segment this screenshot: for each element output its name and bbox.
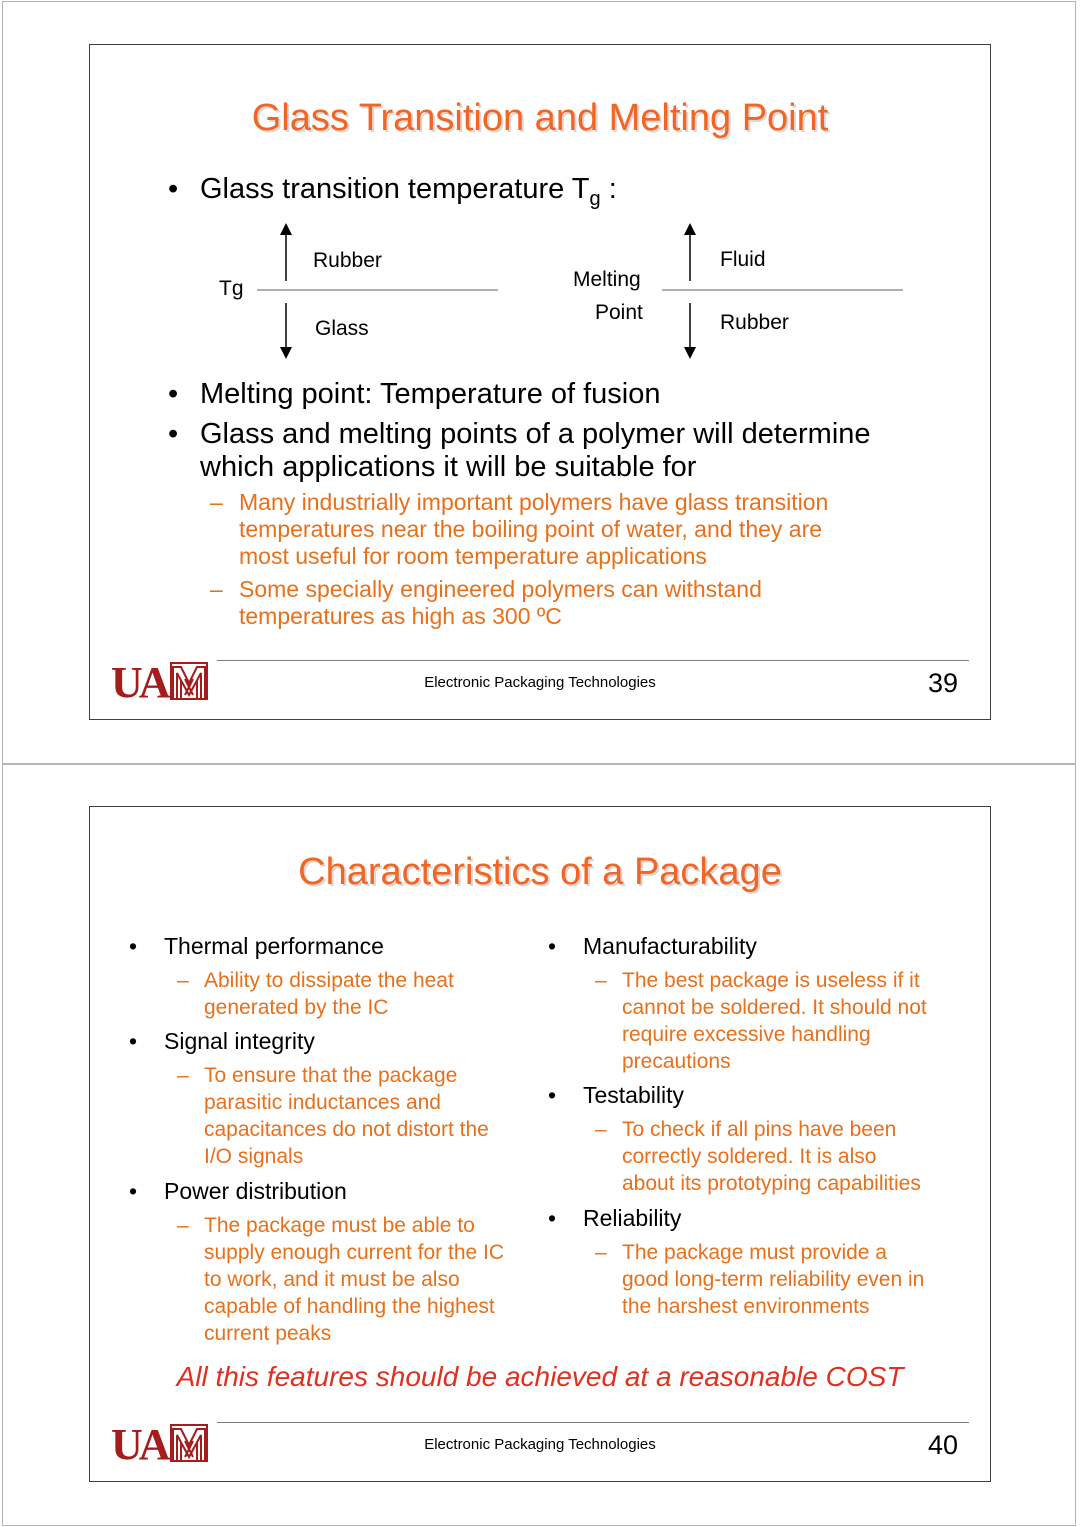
footer-rule: [217, 660, 969, 661]
svg-text:UA: UA: [111, 1421, 167, 1465]
bullet-text: Melting point: Temperature of fusion: [200, 378, 661, 410]
bullet-text-tail: :: [600, 173, 617, 205]
page-number: 39: [927, 668, 958, 698]
fluid-label: Fluid: [720, 248, 766, 271]
bullet-text-line1: Glass and melting points of a polymer will determine: [200, 418, 871, 450]
footer-rule: [217, 1422, 969, 1423]
rubber-label-right: Rubber: [720, 311, 789, 334]
cost-note: All this features should be achieved at a reasonable COST: [176, 1361, 904, 1392]
melting-label: Melting: [573, 268, 641, 291]
rubber-label: Rubber: [313, 249, 382, 272]
point-label: Point: [595, 301, 643, 324]
bullet-text: Glass transition temperature T: [200, 173, 590, 205]
slide-39: Glass Transition and Melting Point • Glass transition temperature $T_g$ : Tg Rubber Glass Melting Point Fluid Rubber • Melting point: Temperature of fusion • Glass and melting points of a polymer will determine which applications it will be suitable for – Many industrially important polymers have glass transition temperatures near the boiling point of water, and they are most useful for room temperature applications – Some specially engineered polymers can withstand temperatures as high as 300 ºC UA Electronic Packaging Technologies 39: [89, 44, 991, 720]
tg-label: Tg: [219, 277, 244, 300]
footer-text: Electronic Packaging Technologies: [424, 674, 656, 691]
bullet-text-line2: which applications it will be suitable for: [200, 451, 697, 483]
slide-title: Glass Transition and Melting Point: [251, 97, 829, 139]
subscript: g: [589, 187, 601, 210]
glass-label: Glass: [315, 317, 369, 340]
page-number: 40: [927, 1430, 958, 1460]
bullet-dot: •: [168, 173, 179, 205]
slide-40: Characteristics of a Package • Thermal performance – Ability to dissipate the heat generated by the IC • Signal integrity – To ensure that the package parasitic inductances and capacitances do not distort the I/O signals • Power distribution – The package must be able to supply enough current for the IC to work, and it must be also capable of handling the highest current peaks • Manufacturability – The best package is useless if it cannot be soldered. It should not require excessive handling precautions • Testability – To check if all pins have been correctly soldered. It is also about its prototyping capabilities • Reliability – The package must provide a good long-term reliability even in the harshest environments All this features should be achieved at a reasonable COST UA Electronic Packaging Technologies 40: [89, 806, 991, 1482]
svg-text:UA: UA: [111, 659, 167, 703]
footer-text: Electronic Packaging Technologies: [424, 1436, 656, 1453]
slide-title: Characteristics of a Package: [298, 851, 782, 893]
